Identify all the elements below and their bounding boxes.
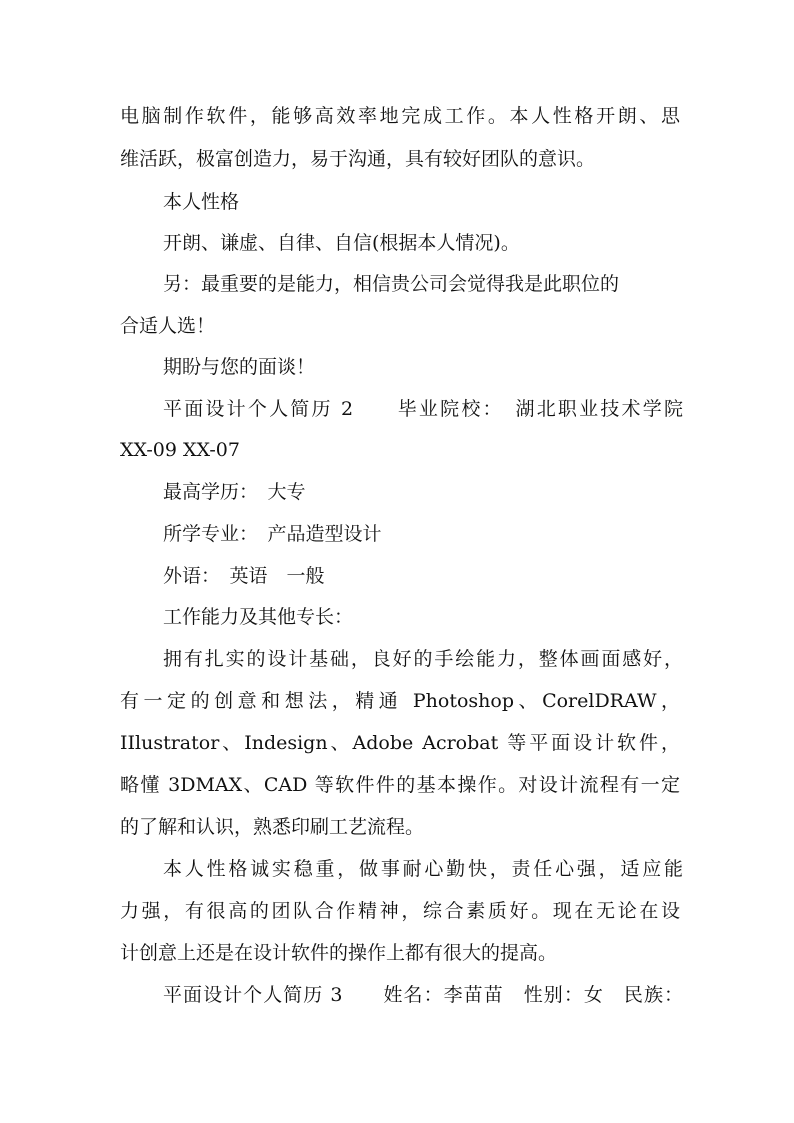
section-heading: 本人性格 xyxy=(163,191,240,213)
text-line: 力强，有很高的团队合作精神，综合素质好。现在无论在设 xyxy=(120,900,680,922)
text-line: 拥有扎实的设计基础，良好的手绘能力，整体画面感好， xyxy=(163,648,683,670)
education-level: 最高学历： 大专 xyxy=(163,481,306,503)
text-line: 维活跃，极富创造力，易于沟通，具有较好团队的意识。 xyxy=(120,148,596,170)
text-line: 另：最重要的是能力，相信贵公司会觉得我是此职位的 xyxy=(163,273,620,295)
text-line: 略懂 3DMAX、CAD 等软件件的基本操作。对设计流程有一定 xyxy=(120,774,680,796)
text-line: 电脑制作软件，能够高效率地完成工作。本人性格开朗、思 xyxy=(120,105,680,127)
text-line: 有一定的创意和想法，精通 Photoshop、CorelDRAW， xyxy=(120,690,680,712)
text-line: 期盼与您的面谈！ xyxy=(163,356,316,378)
foreign-language: 外语： 英语 一般 xyxy=(163,565,325,587)
text-line: IIlustrator、Indesign、Adobe Acrobat 等平面设计软件， xyxy=(120,732,680,754)
resume-title-line: 平面设计个人简历 2 毕业院校： 湖北职业技术学院 xyxy=(163,398,683,420)
text-line: 合适人选！ xyxy=(120,315,216,337)
section-heading: 工作能力及其他专长： xyxy=(163,606,354,628)
resume-title-line: 平面设计个人简历 3 姓名：李苗苗 性别：女 民族： xyxy=(163,984,683,1006)
text-line: 开朗、谦虚、自律、自信(根据本人情况)。 xyxy=(163,232,520,254)
text-line: 计创意上还是在设计软件的操作上都有很大的提高。 xyxy=(120,942,558,964)
major: 所学专业： 产品造型设计 xyxy=(163,523,382,545)
text-line: 的了解和认识，熟悉印刷工艺流程。 xyxy=(120,816,425,838)
text-line: 本人性格诚实稳重，做事耐心勤快，责任心强，适应能 xyxy=(163,858,683,880)
date-range: XX-09 XX-07 xyxy=(120,439,240,461)
